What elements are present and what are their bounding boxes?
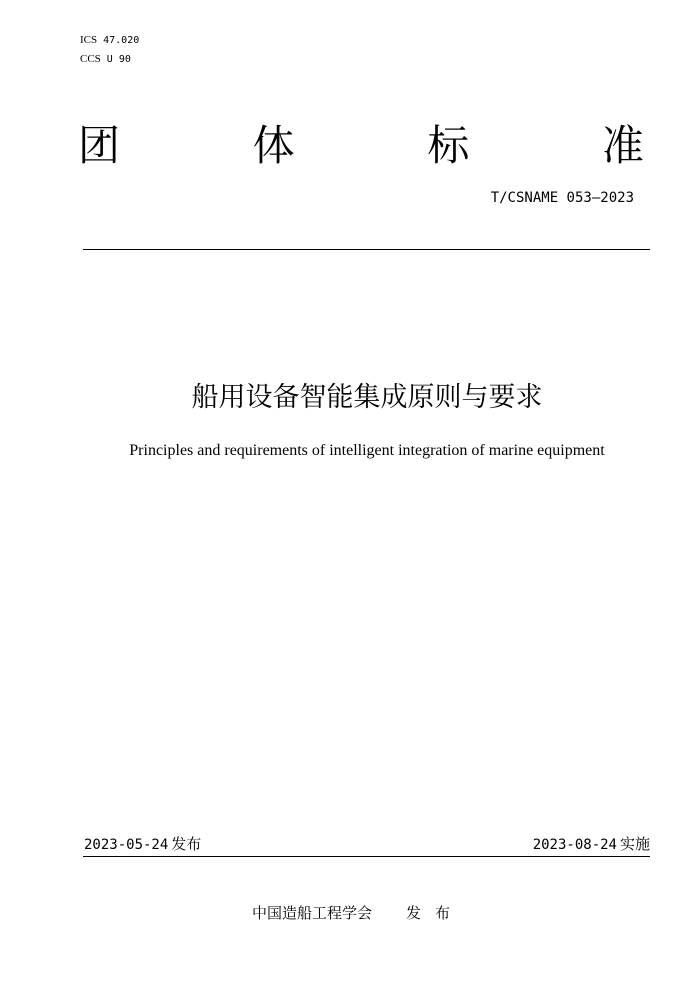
standard-type-char-3: 标 xyxy=(427,121,470,170)
ics-classification xyxy=(80,33,139,48)
ccs-label: CCS xyxy=(80,53,101,65)
implement-date xyxy=(533,834,650,855)
ics-value: 47.020 xyxy=(103,35,140,46)
publish-date xyxy=(84,834,201,855)
ics-label: ICS xyxy=(80,34,98,46)
publish-date-value: 2023-05-24 xyxy=(84,837,169,853)
standard-type-char-1: 团 xyxy=(78,121,121,170)
header-divider xyxy=(83,249,650,250)
standard-type-heading xyxy=(78,118,644,174)
publisher-line xyxy=(0,903,700,923)
publish-date-label: 发布 xyxy=(171,835,202,853)
implement-date-value: 2023-08-24 xyxy=(532,837,617,853)
publisher-organization: 中国造船工程学会 xyxy=(251,904,372,922)
implement-date-label: 实施 xyxy=(619,835,650,853)
publisher-action: 发布 xyxy=(406,904,465,922)
ccs-value: U 90 xyxy=(106,54,131,65)
standard-type-char-2: 体 xyxy=(252,121,295,170)
standard-type-char-4: 准 xyxy=(601,121,644,170)
document-title-chinese: 船用设备智能集成原则与要求 xyxy=(191,382,543,413)
document-title-english: Principles and requirements of intelligent integration of marine equipment xyxy=(129,442,605,459)
ccs-classification xyxy=(80,52,131,67)
standard-code: T/CSNAME 053—2023 xyxy=(490,190,634,206)
footer-divider xyxy=(83,856,650,857)
